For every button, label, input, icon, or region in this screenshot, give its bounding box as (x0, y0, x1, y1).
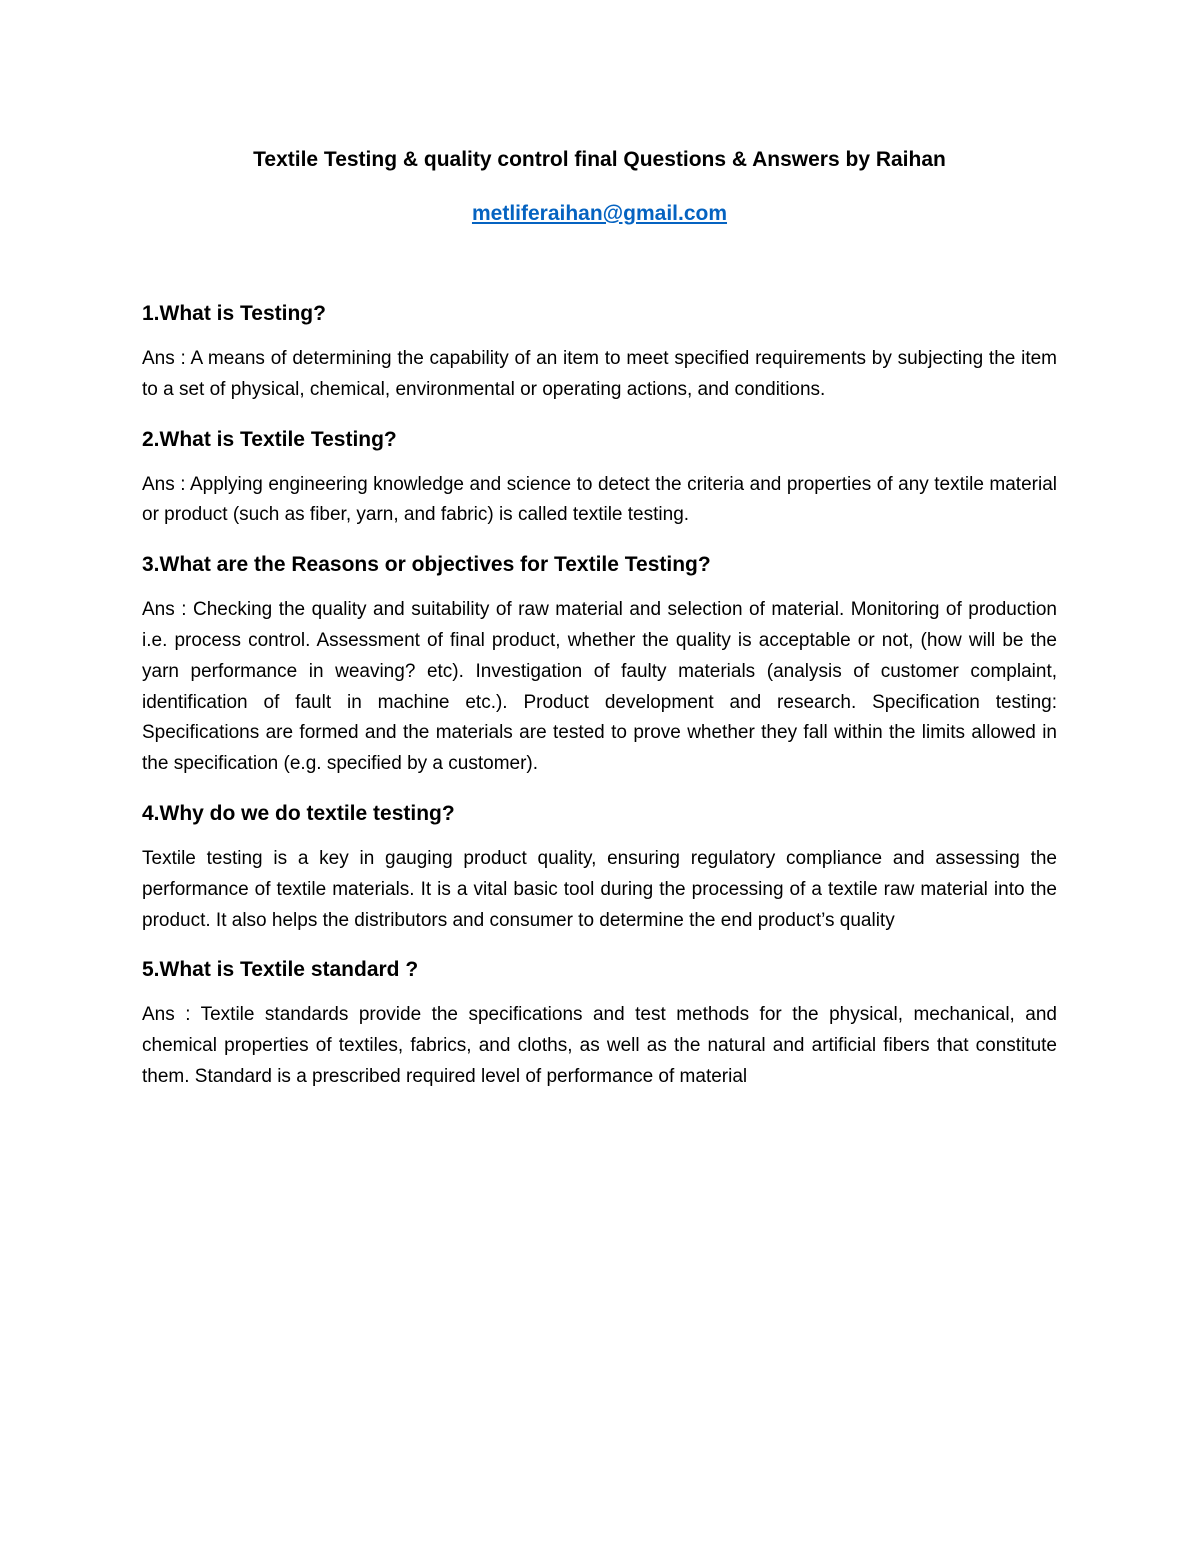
question-1: 1.What is Testing? (142, 302, 326, 325)
answer-4: Textile testing is a key in gauging product quality, ensuring regulatory compliance and assessing the performance of textile materials. It is a vital basic tool during the processing of a textile raw material into the product. It also helps the distributors and consumer to determine the end product’s quality (142, 847, 1057, 931)
answer-1: Ans : A means of determining the capability of an item to meet specified requirements by subjecting the item to a set of physical, chemical, environmental or operating actions, and conditions. (142, 348, 1057, 400)
question-3: 3.What are the Reasons or objectives for Textile Testing? (142, 553, 711, 577)
qa-item-2 (142, 425, 1057, 532)
document-title: Textile Testing & quality control final Questions & Answers by Raihan (253, 148, 946, 171)
question-5: 5.What is Textile standard ? (142, 958, 419, 982)
answer-2: Ans : Applying engineering knowledge and science to detect the criteria and properties of any textile material or product (such as fiber, yarn, and fabric) is called textile testing. (142, 473, 1057, 526)
qa-item-1 (142, 299, 1057, 406)
qa-item-5 (142, 955, 1057, 1092)
author-email-link[interactable]: metliferaihan@gmail.com (471, 202, 728, 225)
question-2: 2.What is Textile Testing? (142, 427, 397, 451)
answer-5: Ans : Textile standards provide the specifications and test methods for the physical, mechanical, and chemical properties of textiles, fabrics, and cloths, as well as the natural and artificial fibers that constitute them. Standard is a prescribed required level of performance of material (142, 1004, 1057, 1087)
document-content (142, 143, 1057, 1112)
answer-3: Ans : Checking the quality and suitability of raw material and selection of material. Monitoring of production i.e. process control. Assessment of final product, whether the quality is acceptable or not, (how will be the yarn performance in weaving? etc). Investigation of faulty materials (analysis of customer complaint, identification of fault in machine etc.). Product development and research. Specification testing: Specifications are formed and the materials are tested to prove whether they fall within the limits allowed in the specification (e.g. specified by a customer). (142, 599, 1057, 775)
author-email-line (142, 197, 1057, 231)
qa-item-3 (142, 550, 1057, 780)
qa-item-4 (142, 799, 1057, 936)
question-4: 4.Why do we do textile testing? (142, 801, 455, 825)
qa-list (142, 299, 1057, 1093)
